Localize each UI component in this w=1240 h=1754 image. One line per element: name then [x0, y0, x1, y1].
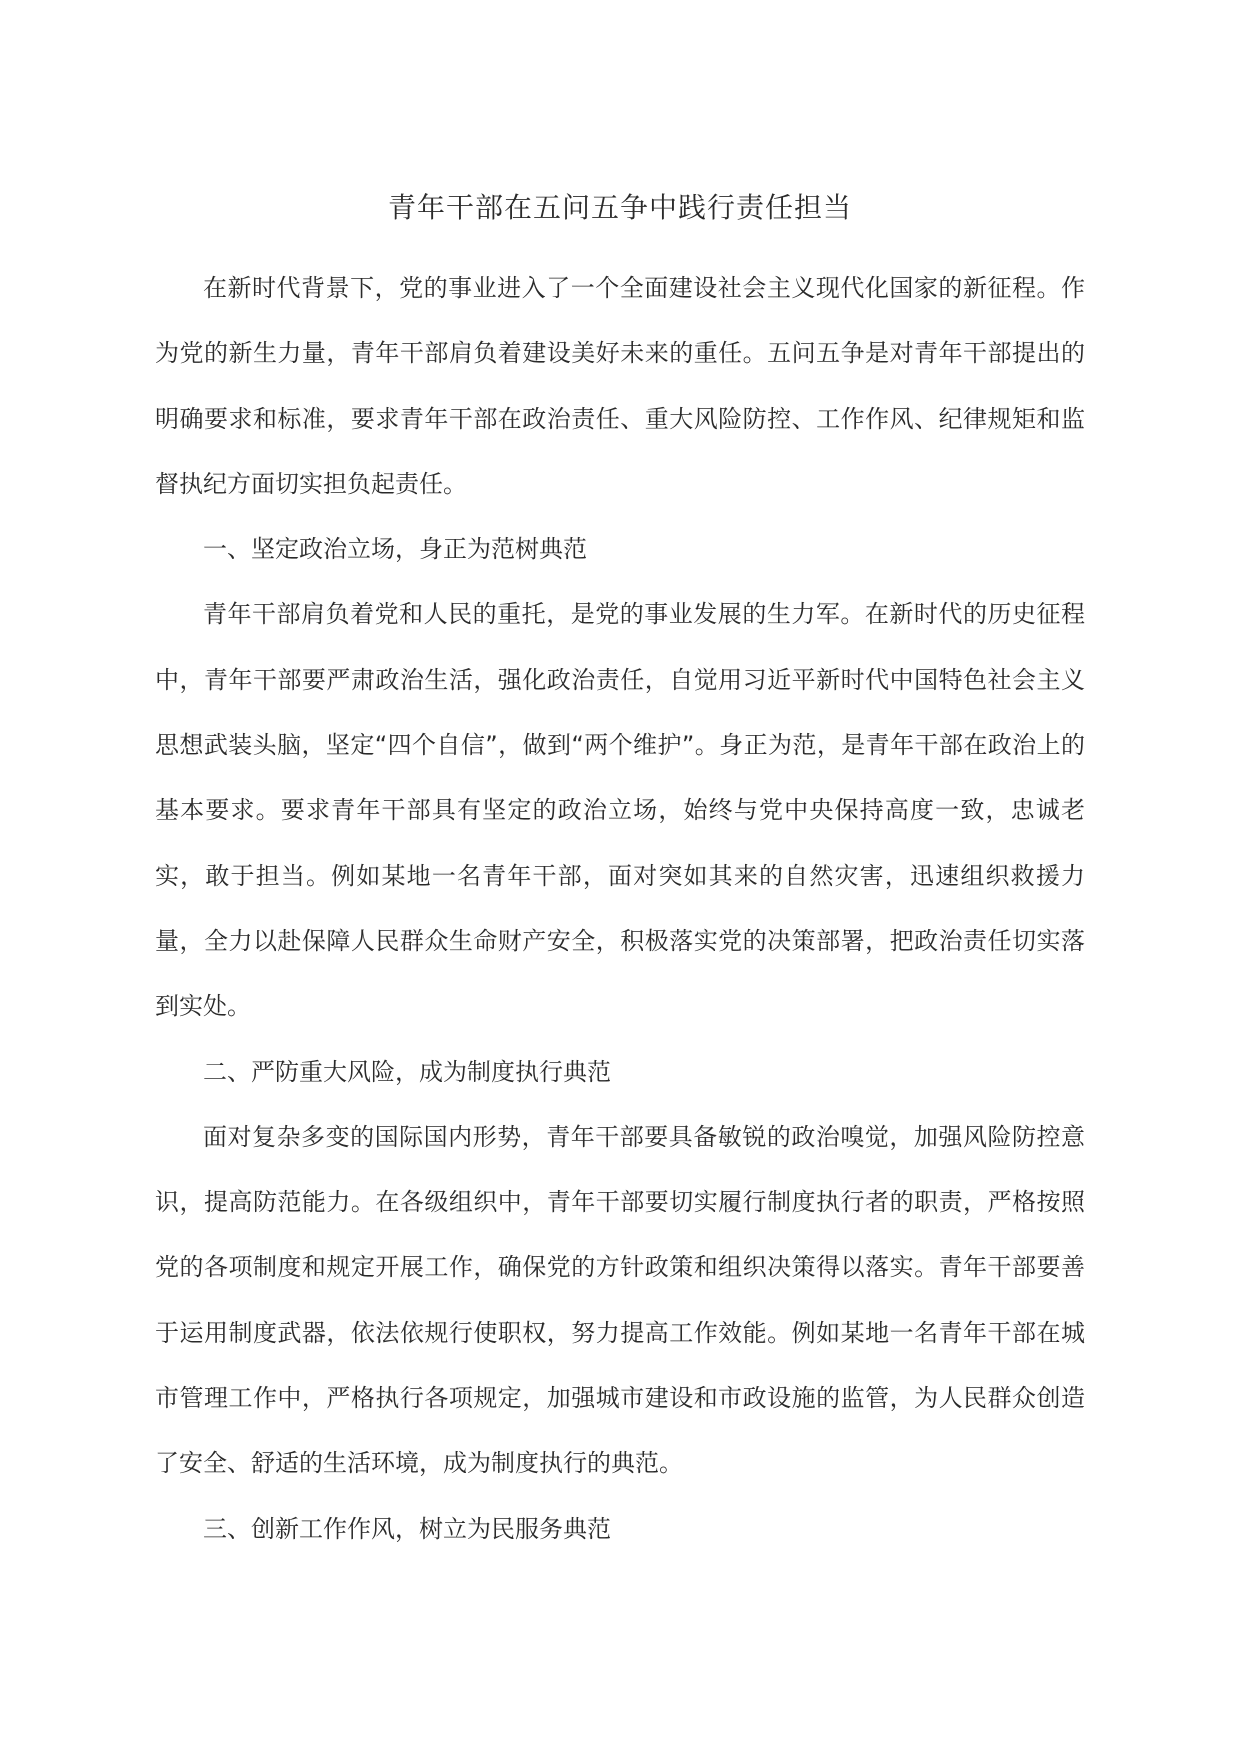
paragraph-section-1: 青年干部肩负着党和人民的重托，是党的事业发展的生力军。在新时代的历史征程中，青年干部要严肃政治生活，强化政治责任，自觉用习近平新时代中国特色社会主义思想武装头脑，坚定“四个自信”，做到“两个维护”。身正为范，是青年干部在政治上的基本要求。要求青年干部具有坚定的政治立场，始终与党中央保持高度一致，忠诚老实，敢于担当。例如某地一名青年干部，面对突如其来的自然灾害，迅速组织救援力量，全力以赴保障人民群众生命财产安全，积极落实党的决策部署，把政治责任切实落到实处。 — [155, 600, 1085, 1021]
document-body — [155, 256, 1085, 1562]
section-heading-3: 三、创新工作作风，树立为民服务典范 — [203, 1514, 611, 1543]
paragraph-section-2: 面对复杂多变的国际国内形势，青年干部要具备敏锐的政治嗅觉，加强风险防控意识，提高防范能力。在各级组织中，青年干部要切实履行制度执行者的职责，严格按照党的各项制度和规定开展工作，确保党的方针政策和组织决策得以落实。青年干部要善于运用制度武器，依法依规行使职权，努力提高工作效能。例如某地一名青年干部在城市管理工作中，严格执行各项规定，加强城市建设和市政设施的监管，为人民群众创造了安全、舒适的生活环境，成为制度执行的典范。 — [155, 1122, 1085, 1478]
section-heading-2: 二、严防重大风险，成为制度执行典范 — [203, 1057, 611, 1086]
paragraph-intro: 在新时代背景下，党的事业进入了一个全面建设社会主义现代化国家的新征程。作为党的新生力量，青年干部肩负着建设美好未来的重任。五问五争是对青年干部提出的明确要求和标准，要求青年干部在政治责任、重大风险防控、工作作风、纪律规矩和监督执纪方面切实担负起责任。 — [155, 274, 1085, 498]
document-title: 青年干部在五问五争中践行责任担当 — [387, 191, 852, 224]
section-heading-1: 一、坚定政治立场，身正为范树典范 — [203, 535, 587, 564]
